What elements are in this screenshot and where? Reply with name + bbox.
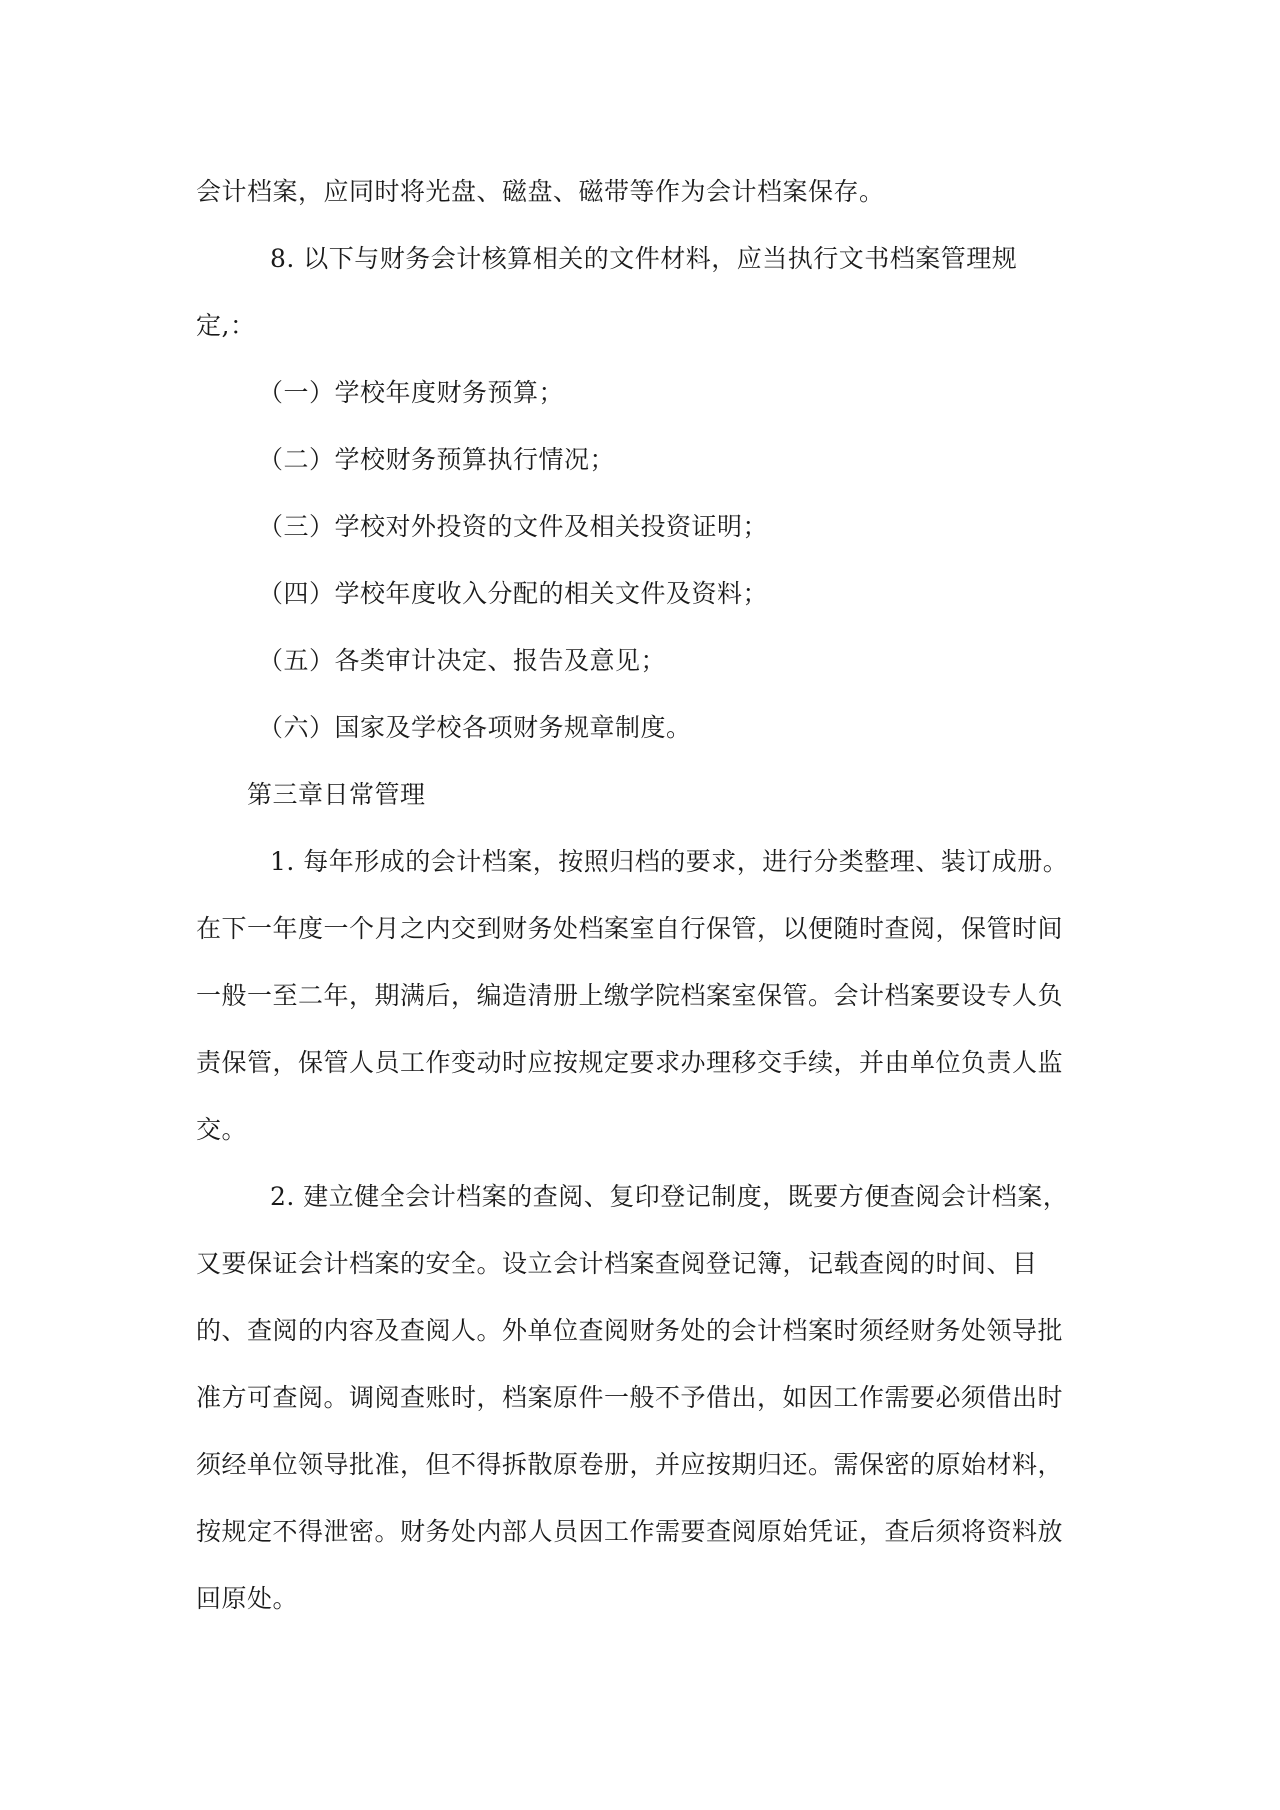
paragraph-line: 在下一年度一个月之内交到财务处档案室自行保管，以便随时查阅，保管时间 [196, 914, 1064, 943]
chapter-heading: 第三章日常管理 [247, 780, 426, 809]
paragraph-line: 责保管，保管人员工作变动时应按规定要求办理移交手续，并由单位负责人监 [196, 1048, 1064, 1077]
paragraph-line: 一般一至二年，期满后，编造清册上缴学院档案室保管。会计档案要设专人负 [196, 981, 1064, 1010]
paragraph-line: 准方可查阅。调阅查账时，档案原件一般不予借出，如因工作需要必须借出时 [196, 1383, 1064, 1412]
paragraph-line: 交。 [196, 1115, 248, 1144]
clause-1-line: 1. 每年形成的会计档案，按照归档的要求，进行分类整理、装订成册。 [270, 847, 1069, 876]
paragraph-line: 的、查阅的内容及查阅人。外单位查阅财务处的会计档案时须经财务处领导批 [196, 1316, 1064, 1345]
clause-8-line: 8. 以下与财务会计核算相关的文件材料，应当执行文书档案管理规 [270, 244, 1018, 273]
paragraph-line: 须经单位领导批准，但不得拆散原卷册，并应按期归还。需保密的原始材料， [196, 1450, 1064, 1479]
paragraph-line: 按规定不得泄密。财务处内部人员因工作需要查阅原始凭证，查后须将资料放 [196, 1517, 1064, 1546]
paragraph-line: 又要保证会计档案的安全。设立会计档案查阅登记簿，记载查阅的时间、目 [196, 1249, 1038, 1278]
list-item: （二）学校财务预算执行情况； [258, 445, 616, 474]
paragraph-line: 定,： [196, 311, 256, 340]
list-item: （六）国家及学校各项财务规章制度。 [258, 713, 692, 742]
list-item: （三）学校对外投资的文件及相关投资证明； [258, 512, 769, 541]
clause-2-line: 2. 建立健全会计档案的查阅、复印登记制度，既要方便查阅会计档案， [270, 1182, 1069, 1211]
paragraph-line: 会计档案，应同时将光盘、磁盘、磁带等作为会计档案保存。 [196, 177, 885, 206]
list-item: （四）学校年度收入分配的相关文件及资料； [258, 579, 769, 608]
list-item: （五）各类审计决定、报告及意见； [258, 646, 667, 675]
paragraph-line: 回原处。 [196, 1584, 299, 1613]
list-item: （一）学校年度财务预算； [258, 378, 565, 407]
